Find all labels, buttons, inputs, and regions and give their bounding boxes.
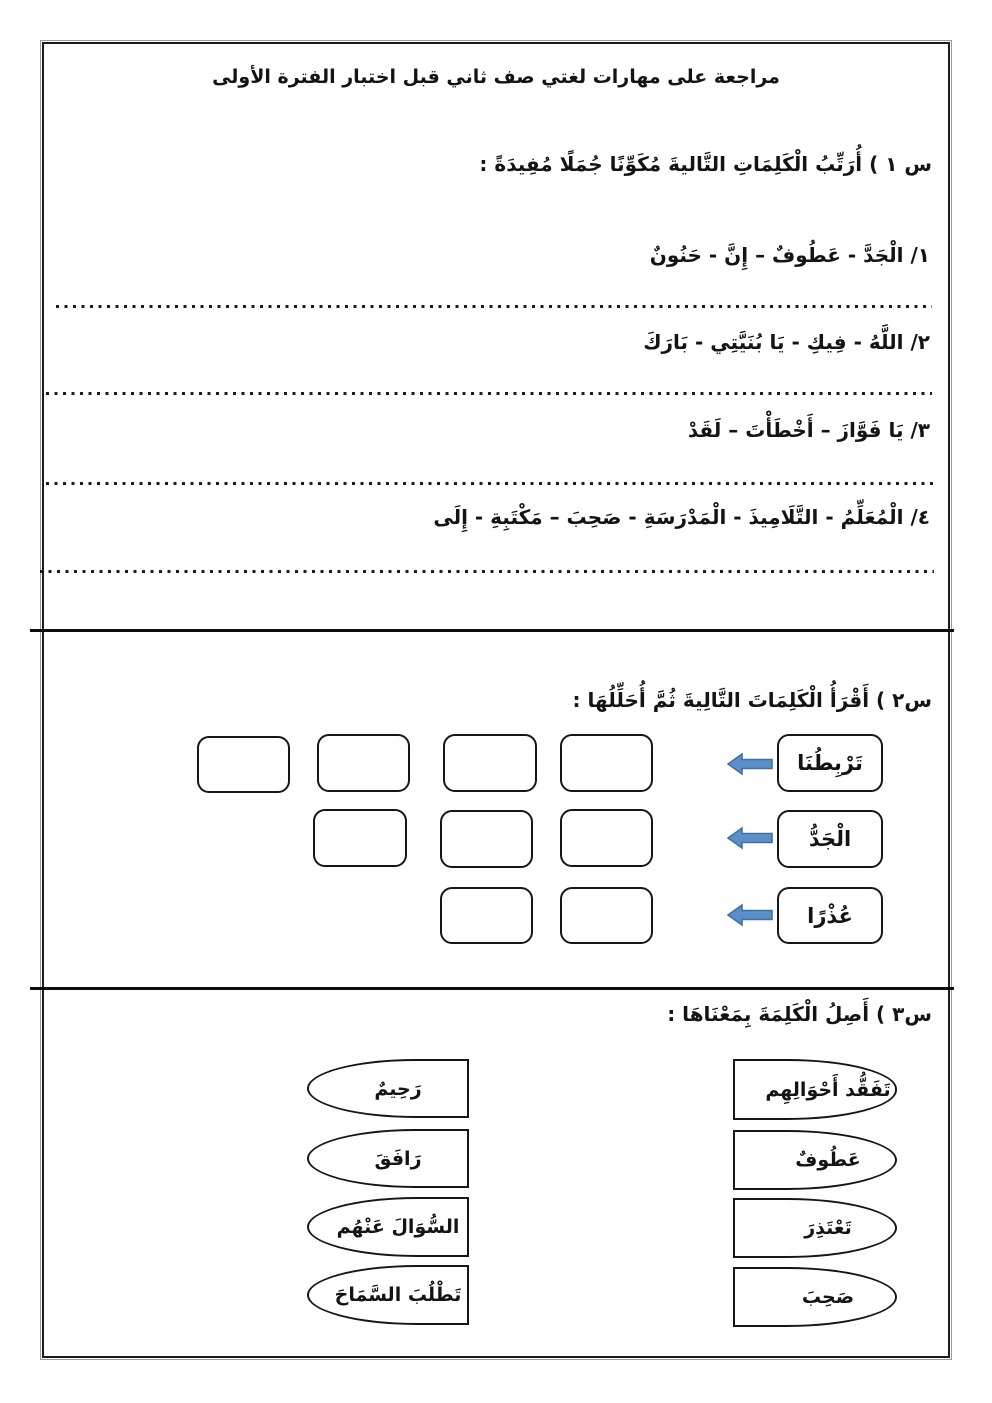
match-word-4: صَحِبَ: [733, 1267, 897, 1327]
match-word-1: تَفَقُّد أَحْوَالِهِم: [733, 1059, 897, 1120]
match-meaning-2: رَافَقَ: [307, 1129, 469, 1188]
analysis-box-empty: [560, 809, 653, 867]
page-title: مراجعة على مهارات لغتي صف ثاني قبل اختبار الفترة الأولى: [212, 66, 780, 88]
word-box-3: عُذْرًا: [777, 887, 883, 944]
question1-item-4: ٤/ الْمُعَلِّمُ - التَّلَامِيذَ - الْمَدْرَسَةِ - صَحِبَ – مَكْتَبِةِ - إِلَى: [433, 505, 930, 529]
word-box-2: الْجَدُّ: [777, 810, 883, 868]
analysis-box-empty: [560, 734, 653, 792]
question1-item-3: ٣/ يَا فَوَّازَ – أَخْطَأْتَ – لَقَدْ: [687, 418, 930, 442]
question1-item-1: ١/ الْجَدَّ - عَطُوفٌ – إِنَّ - حَنُونٌ: [649, 243, 930, 267]
answer-line-4: [40, 570, 934, 573]
left-arrow-icon: [727, 826, 773, 850]
left-arrow-icon: [727, 903, 773, 927]
answer-line-1: [56, 305, 932, 308]
question1-header: س ١ ) أُرَتِّبُ الْكَلِمَاتِ التَّاليةَ مُكَوِّنًا جُمَلًا مُفِيدَةً :: [479, 152, 932, 176]
question3-header: س٣ ) أَصِلُ الْكَلِمَةَ بِمَعْنَاهَا :: [667, 1002, 932, 1026]
left-arrow-icon: [727, 752, 773, 776]
match-meaning-4: تَطْلُبَ السَّمَاحَ: [307, 1265, 469, 1325]
answer-line-3: [46, 482, 934, 485]
word-box-1: تَرْبِطُنَا: [777, 734, 883, 792]
match-meaning-1: رَحِيمٌ: [307, 1059, 469, 1118]
question2-header: س٢ ) أَقْرَأُ الْكَلِمَاتَ التَّالِيةَ ثُمَّ أُحَلِّلُهَا :: [572, 688, 932, 712]
section-divider-1: [30, 629, 954, 632]
match-meaning-3: السُّوَالَ عَنْهُم: [307, 1197, 469, 1257]
analysis-box-empty: [313, 809, 407, 867]
analysis-box-empty: [443, 734, 537, 792]
answer-line-2: [46, 392, 932, 395]
analysis-box-empty: [440, 887, 533, 944]
question1-item-2: ٢/ اللَّهُ - فِيكِ - يَا بُنَيَّتِي - بَارَكَ: [643, 330, 930, 354]
analysis-box-empty: [197, 736, 290, 793]
analysis-box-empty: [317, 734, 410, 792]
analysis-box-empty: [440, 810, 533, 868]
analysis-box-empty: [560, 887, 653, 944]
match-word-3: تَعْتَذِرَ: [733, 1198, 897, 1258]
section-divider-2: [30, 987, 954, 990]
match-word-2: عَطُوفٌ: [733, 1130, 897, 1190]
